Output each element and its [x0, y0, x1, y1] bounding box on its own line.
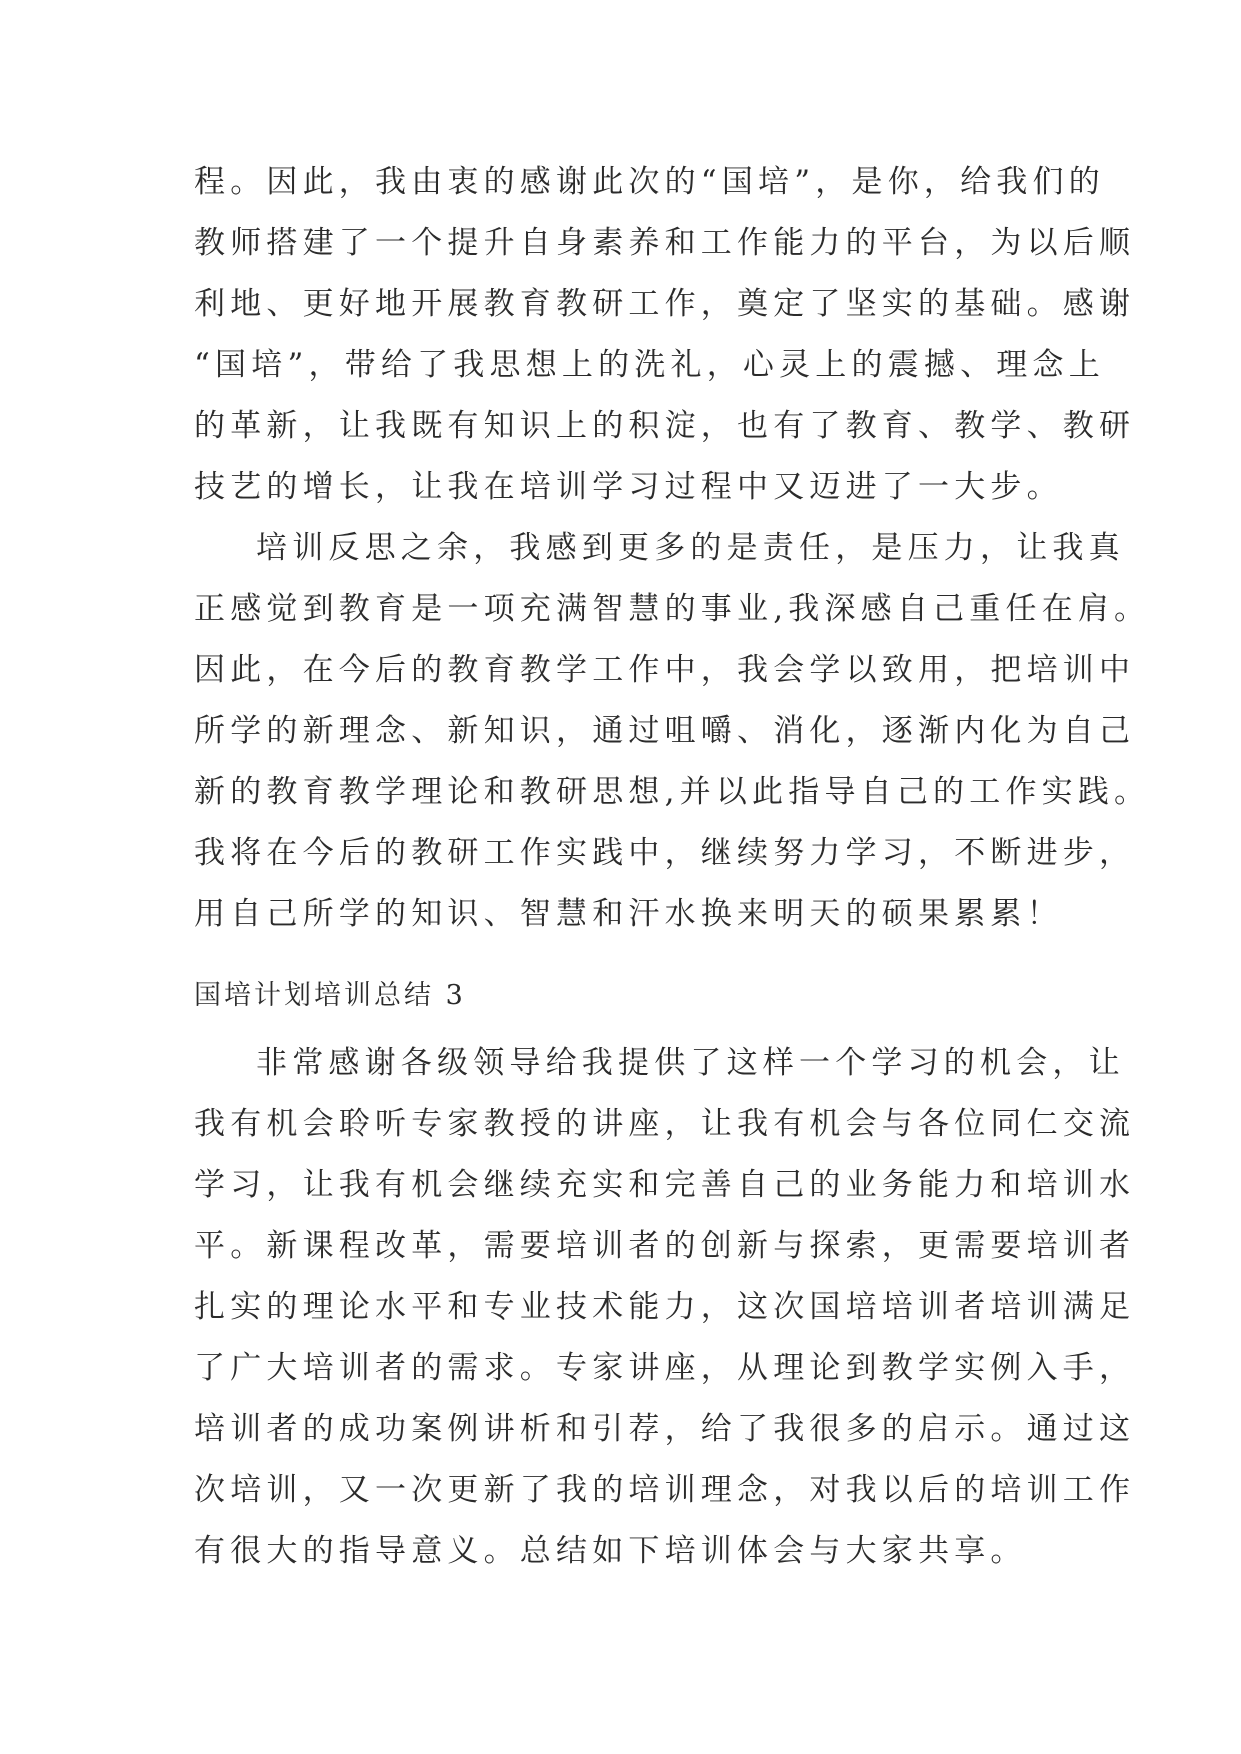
text-line: 学习，让我有机会继续充实和完善自己的业务能力和培训水: [194, 1167, 1136, 1203]
text-line: 有很大的指导意义。总结如下培训体会与大家共享。: [194, 1533, 1027, 1569]
paragraph-3: [194, 1033, 1136, 1582]
text-line: “国培”，带给了我思想上的洗礼，心灵上的震撼、理念上: [194, 347, 1105, 383]
text-line: 程。因此，我由衷的感谢此次的“国培”，是你，给我们的: [194, 164, 1105, 200]
text-line: 用自己所学的知识、智慧和汗水换来明天的硕果累累！: [194, 896, 1063, 932]
text-line: 技艺的增长，让我在培训学习过程中又迈进了一大步。: [194, 469, 1063, 505]
text-line: 培训反思之余，我感到更多的是责任，是压力，让我真: [256, 530, 1125, 566]
section-heading: 国培计划培训总结 3: [194, 980, 466, 1011]
text-line: 的革新，让我既有知识上的积淀，也有了教育、教学、教研: [194, 408, 1136, 444]
text-line: 因此，在今后的教育教学工作中，我会学以致用，把培训中: [194, 652, 1136, 688]
text-line: 正感觉到教育是一项充满智慧的事业,我深感自己重任在肩。: [194, 591, 1151, 627]
text-line: 培训者的成功案例讲析和引荐，给了我很多的启示。通过这: [194, 1411, 1136, 1447]
paragraph-1: [194, 152, 1136, 518]
text-line: 次培训，又一次更新了我的培训理念，对我以后的培训工作: [194, 1472, 1136, 1508]
text-line: 所学的新理念、新知识，通过咀嚼、消化，逐渐内化为自己: [194, 713, 1136, 749]
text-line: 新的教育教学理论和教研思想,并以此指导自己的工作实践。: [194, 774, 1151, 810]
text-line: 教师搭建了一个提升自身素养和工作能力的平台，为以后顺: [194, 225, 1136, 261]
text-line: 非常感谢各级领导给我提供了这样一个学习的机会，让: [256, 1045, 1125, 1081]
text-line: 我将在今后的教研工作实践中，继续努力学习，不断进步，: [194, 835, 1136, 871]
text-line: 了广大培训者的需求。专家讲座，从理论到教学实例入手，: [194, 1350, 1136, 1386]
paragraph-2: [194, 518, 1151, 945]
text-line: 我有机会聆听专家教授的讲座，让我有机会与各位同仁交流: [194, 1106, 1136, 1142]
text-line: 利地、更好地开展教育教研工作，奠定了坚实的基础。感谢: [194, 286, 1136, 322]
text-line: 平。新课程改革，需要培训者的创新与探索，更需要培训者: [194, 1228, 1136, 1264]
text-line: 扎实的理论水平和专业技术能力，这次国培培训者培训满足: [194, 1289, 1136, 1325]
